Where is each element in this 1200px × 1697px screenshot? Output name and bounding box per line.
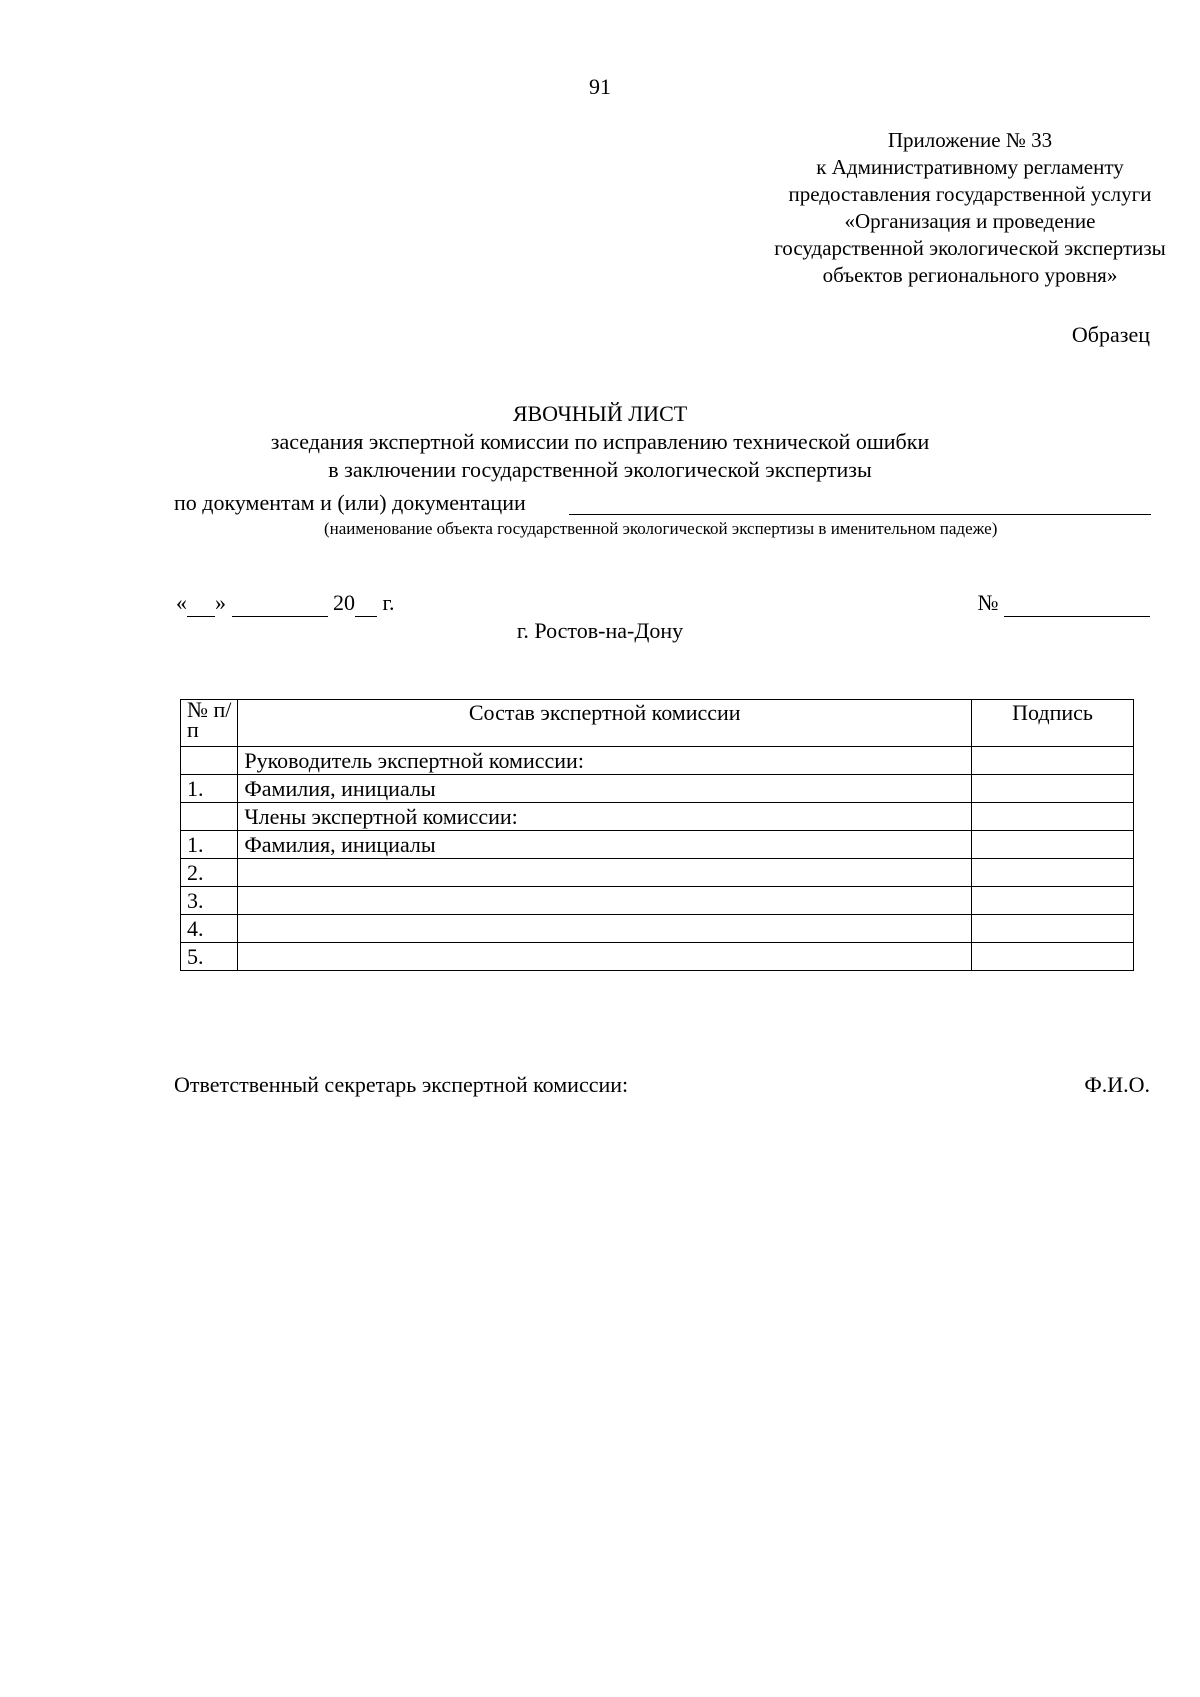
row-num: 2. [181, 859, 238, 887]
header-member: Состав экспертной комиссии [238, 700, 972, 747]
appendix-line: «Организация и проведение [844, 209, 1096, 233]
year-suffix: г. [382, 590, 395, 615]
appendix-line: объектов регионального уровня» [822, 263, 1118, 287]
header-signature: Подпись [972, 700, 1134, 747]
table-row [181, 887, 1134, 915]
year-blank[interactable] [355, 590, 377, 617]
row-num [181, 747, 238, 775]
day-blank[interactable] [187, 590, 215, 617]
table-row [181, 775, 1134, 803]
row-member[interactable] [238, 887, 972, 915]
document-number-field[interactable] [978, 590, 1151, 617]
table-row [181, 915, 1134, 943]
appendix-line: к Административному регламенту [816, 155, 1124, 179]
month-blank[interactable] [232, 590, 328, 617]
row-signature[interactable] [972, 803, 1134, 831]
row-signature[interactable] [972, 775, 1134, 803]
row-member: Руководитель экспертной комиссии: [238, 747, 972, 775]
secretary-name: Ф.И.О. [1084, 1072, 1150, 1097]
table-row [181, 859, 1134, 887]
table-row [181, 803, 1134, 831]
row-member[interactable] [238, 915, 972, 943]
object-line-label: по документам и (или) документации [174, 490, 526, 515]
row-num: 4. [181, 915, 238, 943]
sample-label: Образец [1071, 322, 1150, 347]
city: г. Ростов-на-Дону [516, 618, 684, 643]
appendix-line: предоставления государственной услуги [788, 182, 1152, 206]
appendix-line: государственной экологической экспертизы [774, 236, 1166, 260]
number-label: № [977, 590, 999, 615]
page-number: 91 [589, 74, 611, 99]
row-num: 5. [181, 943, 238, 971]
date-open-quote: « [176, 590, 187, 615]
subtitle-line: заседания экспертной комиссии по исправлению технической ошибки [270, 429, 930, 454]
appendix-header [700, 127, 1200, 289]
number-blank[interactable] [1004, 590, 1150, 617]
date-field[interactable] [176, 590, 395, 617]
row-signature[interactable] [972, 943, 1134, 971]
object-hint: (наименование объекта государственной экологической экспертизы в именительном падеже) [324, 519, 998, 538]
row-signature[interactable] [972, 747, 1134, 775]
row-num [181, 803, 238, 831]
row-signature[interactable] [972, 859, 1134, 887]
row-member[interactable]: Фамилия, инициалы [238, 831, 972, 859]
table-row [181, 831, 1134, 859]
date-close-quote: » [215, 590, 226, 615]
row-signature[interactable] [972, 887, 1134, 915]
object-name-field[interactable] [569, 514, 1151, 515]
row-signature[interactable] [972, 915, 1134, 943]
subtitle-line: в заключении государственной экологической экспертизы [328, 457, 872, 482]
row-num: 1. [181, 831, 238, 859]
row-member[interactable]: Фамилия, инициалы [238, 775, 972, 803]
document-title: ЯВОЧНЫЙ ЛИСТ [512, 401, 688, 426]
header-num: № п/п [181, 700, 238, 747]
row-num: 1. [181, 775, 238, 803]
row-member[interactable] [238, 859, 972, 887]
year-prefix: 20 [333, 590, 355, 615]
secretary-label: Ответственный секретарь экспертной комиссии: [174, 1072, 629, 1097]
table-header-row [181, 700, 1134, 747]
row-member[interactable] [238, 943, 972, 971]
row-num: 3. [181, 887, 238, 915]
commission-table [180, 699, 1134, 971]
table-row [181, 747, 1134, 775]
table-row [181, 943, 1134, 971]
row-member: Члены экспертной комиссии: [238, 803, 972, 831]
row-signature[interactable] [972, 831, 1134, 859]
document-subtitle [0, 428, 1200, 484]
appendix-line: Приложение № 33 [887, 128, 1053, 152]
